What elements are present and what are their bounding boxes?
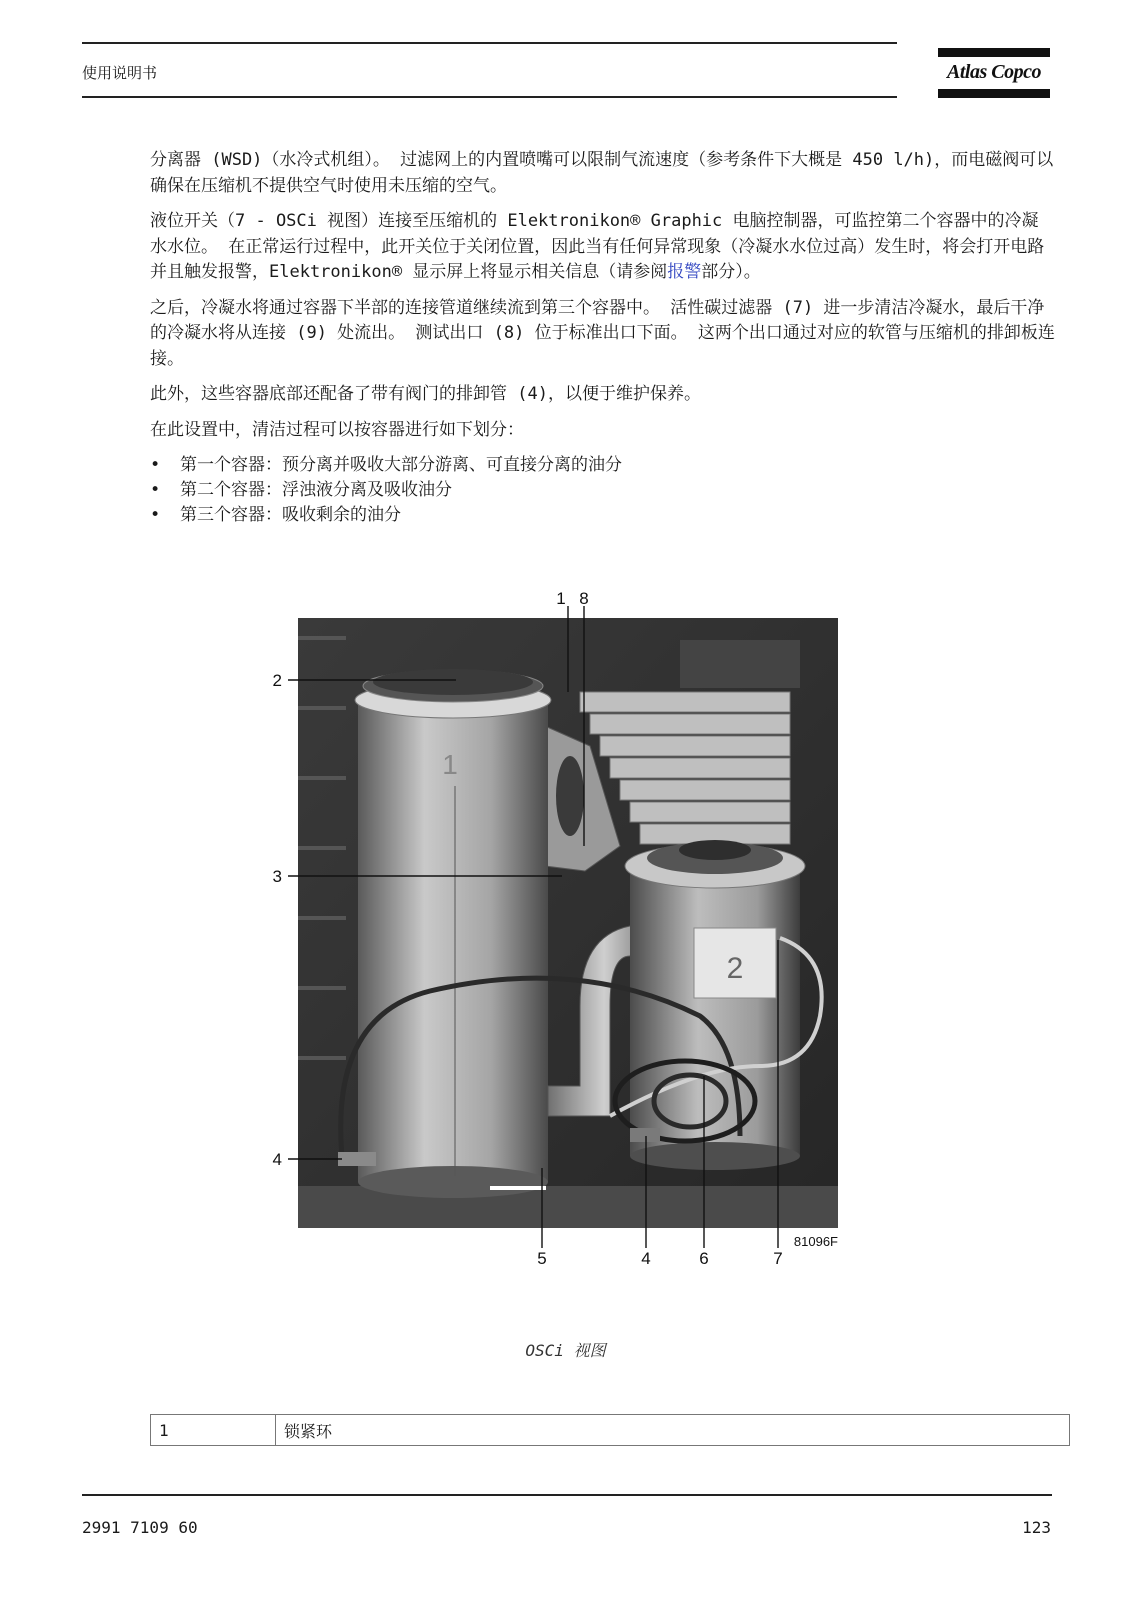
- legend-text: 锁紧环: [276, 1415, 1070, 1446]
- figure-caption: OSCi 视图: [525, 1341, 606, 1360]
- header-rule-top: [82, 42, 897, 44]
- paragraph-level-switch: 液位开关（7 - OSCi 视图）连接至压缩机的 Elektronikon® Graphic 电脑控制器，可监控第二个容器中的冷凝水水位。 在正常运行过程中，此开关位于关闭位置，因此当有任何异常现象（冷凝水水位过高）发生时，将会打开电路并且触发报警，Elektronikon® 显示屏上将显示相关信息（请参阅报警部分）。: [150, 211, 1045, 282]
- alarm-link[interactable]: 报警: [667, 262, 702, 282]
- callout-8: 8: [579, 589, 589, 608]
- callout-4-bottom: 4: [641, 1249, 651, 1268]
- paragraph-third-vessel: 之后，冷凝水将通过容器下半部的连接管道继续流到第三个容器中。 活性碳过滤器 (7) 进一步清洁冷凝水，最后干净的冷凝水将从连接 (9) 处流出。 测试出口 (8) 位于标准出口下面。 这两个出口通过对应的软管与压缩机的排卸板连接。: [150, 297, 1055, 369]
- list-item: • 第一个容器：预分离并吸收大部分游离、可直接分离的油分: [150, 455, 622, 475]
- vessel-list: [150, 453, 1055, 528]
- callout-6: 6: [699, 1249, 709, 1268]
- paragraph-process-intro: 在此设置中，清洁过程可以按容器进行如下划分：: [150, 419, 524, 440]
- callout-4-left: 4: [272, 1150, 282, 1169]
- legend-table: [150, 1414, 1070, 1446]
- header-title: 使用说明书: [82, 64, 158, 82]
- paragraph-separator: 分离器 (WSD)（水冷式机组）。 过滤网上的内置喷嘴可以限制气流速度（参考条件下大概是 450 l/h)，而电磁阀可以确保在压缩机不提供空气时使用未压缩的空气。: [150, 150, 1054, 196]
- body-content: [150, 148, 1055, 528]
- vessel-1-mark: 1: [442, 749, 458, 780]
- vessel-2-mark: 2: [726, 952, 744, 985]
- brand-logo: [938, 48, 1050, 100]
- callout-7: 7: [773, 1249, 783, 1268]
- list-item: • 第二个容器：浮浊液分离及吸收油分: [150, 480, 452, 500]
- header-rule-bottom: [82, 96, 897, 98]
- callout-3: 3: [272, 867, 282, 886]
- doc-number: 2991 7109 60: [82, 1518, 198, 1537]
- figure-code: 81096F: [793, 1234, 838, 1249]
- page-number: 123: [1022, 1518, 1051, 1537]
- table-row: [151, 1415, 1070, 1446]
- photo: [298, 618, 838, 1228]
- brand-logo-text: Atlas Copco: [947, 61, 1041, 83]
- paragraph-drain-pipes: 此外，这些容器底部还配备了带有阀门的排卸管 (4)，以便于维护保养。: [150, 384, 701, 404]
- legend-number: 1: [151, 1415, 276, 1446]
- footer-rule: [82, 1494, 1052, 1496]
- callout-2: 2: [272, 671, 282, 690]
- list-item: • 第三个容器：吸收剩余的油分: [150, 505, 401, 525]
- callout-5: 5: [537, 1249, 547, 1268]
- osci-figure: [272, 589, 860, 1296]
- callout-1: 1: [556, 589, 566, 608]
